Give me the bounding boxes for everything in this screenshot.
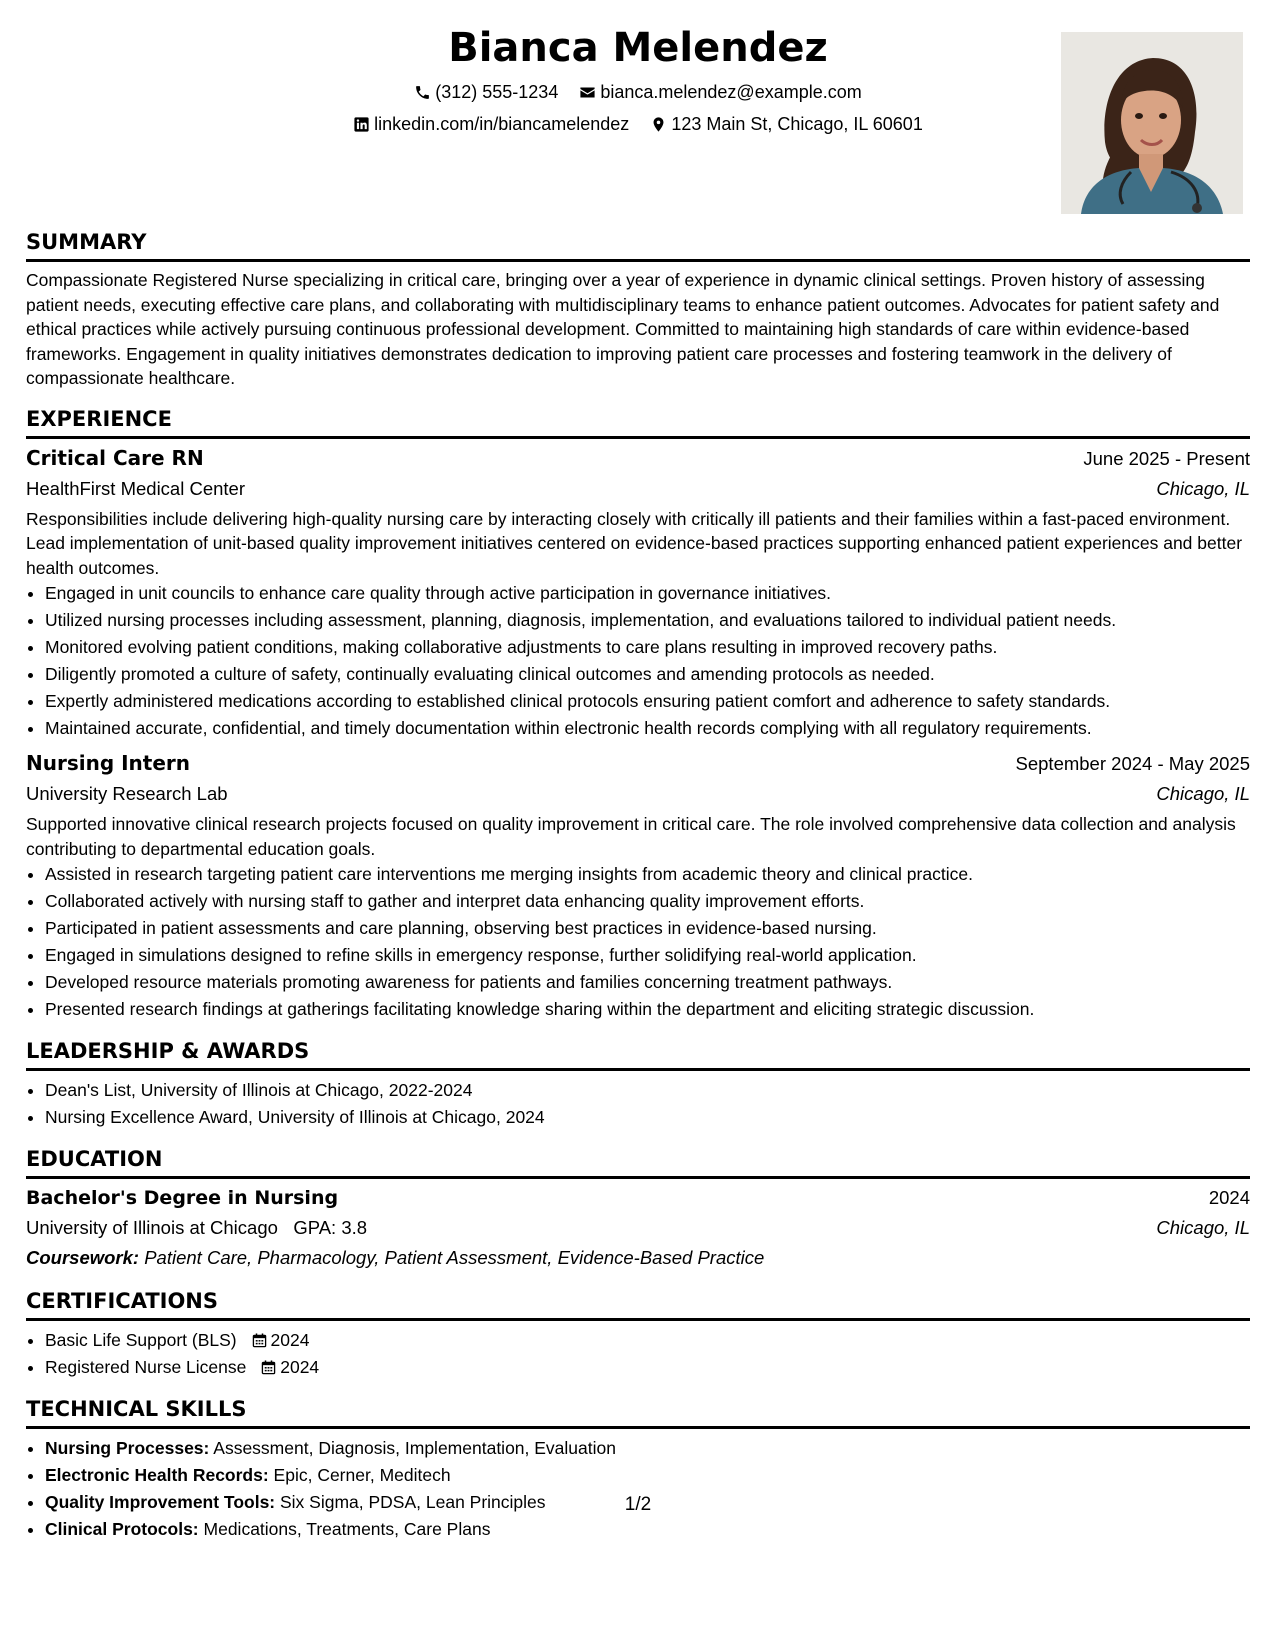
summary-section [26, 228, 1250, 391]
certifications-section [26, 1287, 1250, 1381]
education-section [26, 1145, 1250, 1273]
school-location: Chicago, IL [1156, 1217, 1250, 1238]
list-item [45, 1516, 1250, 1543]
skill-value: Epic, Cerner, Meditech [273, 1465, 451, 1485]
list-item: • Assisted in research targeting patient care interventions me merging insights from academic theory and clinical practice. [45, 861, 1250, 888]
summary-heading: SUMMARY [26, 228, 1250, 262]
skill-value: Medications, Treatments, Care Plans [203, 1519, 491, 1539]
coursework-line [26, 1243, 1250, 1273]
education-heading: EDUCATION [26, 1145, 1250, 1179]
leadership-heading: LEADERSHIP & AWARDS [26, 1037, 1250, 1071]
job-description: Supported innovative clinical research projects focused on quality improvement in critical care. The role involved comprehensive data collection and analysis contributing to departmental education goals. [26, 814, 1236, 859]
job-location: Chicago, IL [1156, 477, 1250, 499]
list-item: • Presented research findings at gatherings facilitating knowledge sharing within the department and eliciting strategic discussion. [45, 996, 1250, 1023]
resume-page [26, 0, 1250, 1650]
cert-name: Registered Nurse License [45, 1357, 247, 1377]
summary-text: Compassionate Registered Nurse specializing in critical care, bringing over a year of experience in dynamic clinical settings. Proven history of assessing patient needs, executing effective care plans, and collaborating with multidisciplinary teams to enhance patient outcomes. Advocates for patient safety and ethical practices while actively pursuing continuous professional development. Committed to maintaining high standards of care within evidence-based frameworks. Engagement in quality initiatives demonstrates dedication to improving patient care processes and fostering teamwork in the delivery of compassionate healthcare. [26, 270, 1220, 388]
degree-name: Bachelor's Degree in Nursing [26, 1187, 339, 1209]
experience-heading: EXPERIENCE [26, 405, 1250, 439]
skill-label: Nursing Processes: [45, 1438, 210, 1458]
page-number: 1/2 [624, 1494, 652, 1515]
skills-heading: TECHNICAL SKILLS [26, 1395, 1250, 1429]
coursework-list: Patient Care, Pharmacology, Patient Assessment, Evidence-Based Practice [144, 1247, 765, 1268]
list-item: • Diligently promoted a culture of safety, continually evaluating clinical outcomes and amending protocols as needed. [45, 661, 1250, 688]
calendar-icon [261, 1360, 276, 1375]
skill-label: Quality Improvement Tools: [45, 1492, 276, 1512]
leadership-section [26, 1037, 1250, 1131]
resume-header [26, 0, 1250, 228]
graduation-year: 2024 [1208, 1187, 1250, 1208]
contact-linkedin[interactable] [353, 112, 629, 136]
profile-photo [1061, 32, 1243, 214]
contact-email[interactable] [579, 80, 861, 104]
envelope-icon [579, 84, 596, 101]
list-item: • Maintained accurate, confidential, and timely documentation within electronic health records complying with all regulatory requirements. [45, 715, 1250, 742]
list-item [45, 1354, 1250, 1381]
gpa: GPA: 3.8 [293, 1217, 368, 1238]
contact-address [650, 112, 923, 136]
certifications-heading: CERTIFICATIONS [26, 1287, 1250, 1321]
school-name: University of Illinois at Chicago [26, 1217, 278, 1238]
linkedin-text: linkedin.com/in/biancamelendez [374, 114, 630, 134]
list-item: • Utilized nursing processes including assessment, planning, diagnosis, implementation, and evaluations tailored to individual patient needs. [45, 607, 1250, 634]
skills-list [26, 1435, 1250, 1543]
experience-section [26, 405, 1250, 1024]
list-item: • Collaborated actively with nursing staff to gather and interpret data enhancing quality improvement efforts. [45, 888, 1250, 915]
phone-icon [414, 84, 431, 101]
job-organization: HealthFirst Medical Center [26, 477, 245, 499]
list-item: • Developed resource materials promoting awareness for patients and families concerning treatment pathways. [45, 969, 1250, 996]
list-item: • Engaged in unit councils to enhance care quality through active participation in governance initiatives. [45, 580, 1250, 607]
job-description: Responsibilities include delivering high-quality nursing care by interacting closely with critically ill patients and their families within a fast-paced environment. Lead implementation of unit-based quality improvement initiatives centered on evidence-based practices supporting enhanced patient experiences and better health outcomes. [26, 508, 1243, 578]
map-pin-icon [650, 116, 667, 133]
job-entry [26, 748, 1250, 1023]
list-item: • Monitored evolving patient conditions, making collaborative adjustments to care plans resulting in improved recovery paths. [45, 634, 1250, 661]
cert-name: Basic Life Support (BLS) [45, 1330, 237, 1350]
skill-value: Assessment, Diagnosis, Implementation, Evaluation [213, 1438, 616, 1458]
phone-text: (312) 555-1234 [435, 82, 559, 102]
skills-section [26, 1395, 1250, 1543]
list-item [45, 1327, 1250, 1354]
skill-label: Electronic Health Records: [45, 1465, 269, 1485]
job-title: Nursing Intern [26, 751, 191, 775]
list-item: • Participated in patient assessments and care planning, observing best practices in evidence-based nursing. [45, 915, 1250, 942]
list-item: • Dean's List, University of Illinois at Chicago, 2022-2024 [45, 1077, 1250, 1104]
cert-year: 2024 [270, 1330, 310, 1350]
contact-phone [414, 80, 558, 104]
job-dates: June 2025 - Present [1083, 447, 1250, 469]
job-title: Critical Care RN [26, 445, 204, 470]
list-item: • Nursing Excellence Award, University of Illinois at Chicago, 2024 [45, 1104, 1250, 1131]
coursework-label: Coursework: [26, 1247, 140, 1268]
job-entry [26, 443, 1250, 743]
linkedin-icon [353, 116, 370, 133]
job-dates: September 2024 - May 2025 [1015, 753, 1250, 774]
school-line [26, 1213, 367, 1243]
cert-year: 2024 [280, 1357, 320, 1377]
skill-label: Clinical Protocols: [45, 1519, 199, 1539]
job-location: Chicago, IL [1156, 783, 1250, 804]
job-bullets [26, 861, 1250, 1023]
email-text: bianca.melendez@example.com [600, 82, 862, 102]
address-text: 123 Main St, Chicago, IL 60601 [671, 114, 923, 134]
nurse-portrait-image [1061, 32, 1243, 214]
candidate-name: Bianca Melendez [448, 25, 828, 71]
list-item: • Expertly administered medications according to established clinical protocols ensuring patient comfort and adherence to safety standards. [45, 688, 1250, 715]
job-organization: University Research Lab [26, 783, 228, 804]
list-item: • Engaged in simulations designed to refine skills in emergency response, further solidifying real-world application. [45, 942, 1250, 969]
list-item [45, 1435, 1250, 1462]
leadership-list [26, 1077, 1250, 1131]
job-bullets [26, 580, 1250, 742]
skill-value: Six Sigma, PDSA, Lean Principles [280, 1492, 546, 1512]
list-item [45, 1462, 1250, 1489]
calendar-icon [252, 1333, 267, 1348]
certifications-list [26, 1327, 1250, 1381]
